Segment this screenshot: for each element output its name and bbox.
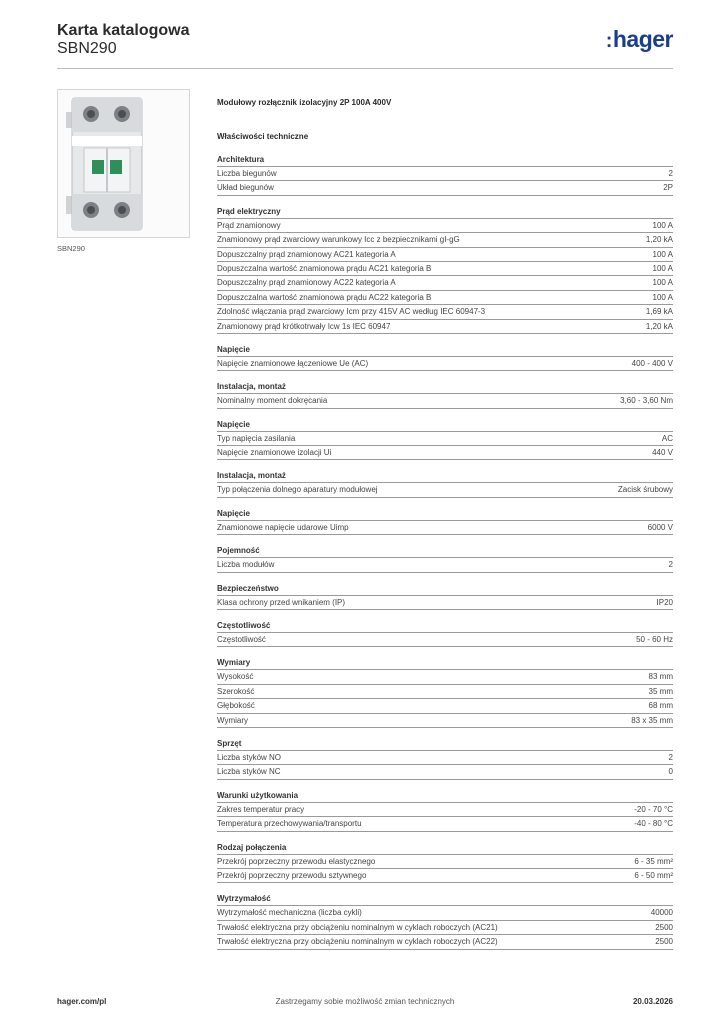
spec-row bbox=[217, 219, 673, 233]
spec-value: AC bbox=[661, 433, 673, 443]
spec-row bbox=[217, 394, 673, 408]
spec-row bbox=[217, 670, 673, 684]
spec-section bbox=[217, 470, 673, 497]
spec-section bbox=[217, 344, 673, 371]
spec-value: 1,20 kA bbox=[645, 321, 673, 331]
spec-value: IP20 bbox=[656, 597, 673, 607]
spec-label: Temperatura przechowywania/transportu bbox=[217, 819, 362, 829]
spec-row bbox=[217, 291, 673, 305]
spec-row bbox=[217, 167, 673, 181]
spec-value: Zacisk śrubowy bbox=[617, 485, 673, 495]
spec-section bbox=[217, 381, 673, 408]
spec-value: 68 mm bbox=[648, 701, 673, 711]
spec-value: 6000 V bbox=[647, 522, 673, 532]
spec-row bbox=[217, 357, 673, 371]
spec-label: Liczba styków NC bbox=[217, 767, 281, 777]
product-code: SBN290 bbox=[57, 40, 117, 57]
spec-label: Liczba styków NO bbox=[217, 752, 282, 762]
spec-label: Trwałość elektryczna przy obciążeniu nominalnym w cyklach roboczych (AC21) bbox=[217, 922, 498, 932]
spec-row bbox=[217, 906, 673, 920]
spec-row bbox=[217, 685, 673, 699]
section-title: Wytrzymałość bbox=[217, 893, 673, 906]
spec-row bbox=[217, 817, 673, 831]
spec-value: 2P bbox=[663, 183, 673, 193]
section-title: Pojemność bbox=[217, 545, 673, 558]
spec-label: Znamionowe napięcie udarowe Uimp bbox=[217, 522, 349, 532]
spec-value: 100 A bbox=[652, 292, 673, 302]
footer-date: 20.03.2026 bbox=[632, 997, 673, 1006]
spec-label: Napięcie znamionowe izolacji Ui bbox=[217, 448, 332, 458]
spec-label: Dopuszczalny prąd znamionowy AC22 kategoria A bbox=[217, 278, 396, 288]
spec-section bbox=[217, 206, 673, 334]
spec-value: 3,60 - 3,60 Nm bbox=[620, 396, 673, 406]
spec-row bbox=[217, 869, 673, 883]
section-title: Wymiary bbox=[217, 657, 673, 670]
spec-row bbox=[217, 699, 673, 713]
spec-label: Wymiary bbox=[217, 715, 249, 725]
section-title: Częstotliwość bbox=[217, 620, 673, 633]
spec-value: 0 bbox=[668, 767, 673, 777]
section-title: Prąd elektryczny bbox=[217, 206, 673, 219]
spec-row bbox=[217, 276, 673, 290]
spec-label: Znamionowy prąd zwarciowy warunkowy Icc z bezpiecznikami gI-gG bbox=[217, 235, 460, 245]
spec-section bbox=[217, 620, 673, 647]
spec-value: 40000 bbox=[650, 908, 673, 918]
spec-label: Typ napięcia zasilania bbox=[217, 433, 296, 443]
specification bbox=[217, 96, 673, 960]
spec-value: -40 - 80 °C bbox=[634, 819, 673, 829]
spec-row bbox=[217, 320, 673, 334]
hager-logo: :hager bbox=[605, 26, 673, 52]
product-image bbox=[57, 89, 190, 238]
spec-section bbox=[217, 154, 673, 196]
section-title: Napięcie bbox=[217, 419, 673, 432]
spec-label: Dopuszczalny prąd znamionowy AC21 kategoria A bbox=[217, 249, 396, 259]
section-title: Rodzaj połączenia bbox=[217, 842, 673, 855]
spec-value: 2 bbox=[668, 560, 673, 570]
spec-row bbox=[217, 262, 673, 276]
spec-label: Liczba modułów bbox=[217, 560, 275, 570]
spec-value: 400 - 400 V bbox=[631, 358, 673, 368]
spec-row bbox=[217, 935, 673, 949]
spec-row bbox=[217, 483, 673, 497]
spec-label: Głębokość bbox=[217, 701, 255, 711]
section-title: Warunki użytkowania bbox=[217, 790, 673, 803]
spec-label: Wysokość bbox=[217, 672, 254, 682]
spec-row bbox=[217, 714, 673, 728]
section-title: Instalacja, montaż bbox=[217, 470, 673, 483]
spec-label: Dopuszczalna wartość znamionowa prądu AC22 kategoria B bbox=[217, 292, 432, 302]
spec-section bbox=[217, 790, 673, 832]
properties-heading: Właściwości techniczne bbox=[217, 132, 309, 141]
image-caption: SBN290 bbox=[57, 244, 85, 253]
spec-row bbox=[217, 596, 673, 610]
spec-sections bbox=[217, 154, 673, 950]
section-title: Napięcie bbox=[217, 508, 673, 521]
spec-value: 1,20 kA bbox=[645, 235, 673, 245]
spec-section bbox=[217, 583, 673, 610]
spec-row bbox=[217, 751, 673, 765]
spec-label: Napięcie znamionowe łączeniowe Ue (AC) bbox=[217, 358, 369, 368]
spec-label: Przekrój poprzeczny przewodu sztywnego bbox=[217, 870, 367, 880]
spec-row bbox=[217, 765, 673, 779]
spec-row bbox=[217, 803, 673, 817]
spec-row bbox=[217, 921, 673, 935]
spec-value: 100 A bbox=[652, 263, 673, 273]
spec-value: 100 A bbox=[652, 278, 673, 288]
section-title: Napięcie bbox=[217, 344, 673, 357]
circuit-breaker-illustration bbox=[58, 90, 189, 237]
spec-value: 1,69 kA bbox=[645, 307, 673, 317]
spec-value: 35 mm bbox=[648, 686, 673, 696]
spec-value: -20 - 70 °C bbox=[634, 804, 673, 814]
spec-section bbox=[217, 419, 673, 461]
spec-row bbox=[217, 446, 673, 460]
spec-label: Zakres temperatur pracy bbox=[217, 804, 305, 814]
spec-value: 440 V bbox=[652, 448, 673, 458]
spec-label: Liczba biegunów bbox=[217, 169, 277, 178]
spec-label: Trwałość elektryczna przy obciążeniu nominalnym w cyklach roboczych (AC22) bbox=[217, 937, 498, 947]
spec-section bbox=[217, 842, 673, 884]
spec-value: 100 A bbox=[652, 220, 673, 230]
section-title: Bezpieczeństwo bbox=[217, 583, 673, 596]
footer-disclaimer: Zastrzegamy sobie możliwość zmian technicznych bbox=[275, 997, 455, 1006]
spec-section bbox=[217, 545, 673, 572]
spec-row bbox=[217, 558, 673, 572]
page-header bbox=[57, 20, 673, 69]
spec-row bbox=[217, 855, 673, 869]
spec-label: Przekrój poprzeczny przewodu elastycznego bbox=[217, 856, 376, 866]
section-title: Instalacja, montaż bbox=[217, 381, 673, 394]
spec-value: 2500 bbox=[655, 937, 673, 947]
spec-label: Znamionowy prąd krótkotrwały Icw 1s IEC 60947 bbox=[217, 321, 391, 331]
spec-row bbox=[217, 305, 673, 319]
product-name: Modułowy rozłącznik izolacyjny 2P 100A 400V bbox=[217, 98, 392, 107]
spec-row bbox=[217, 233, 673, 247]
spec-value: 2 bbox=[668, 169, 673, 178]
spec-row bbox=[217, 248, 673, 262]
spec-row bbox=[217, 633, 673, 647]
spec-label: Układ biegunów bbox=[217, 183, 274, 193]
spec-section bbox=[217, 893, 673, 949]
spec-label: Prąd znamionowy bbox=[217, 220, 281, 230]
spec-value: 50 - 60 Hz bbox=[636, 635, 673, 645]
logo-text: hager bbox=[612, 26, 673, 52]
spec-label: Nominalny moment dokręcania bbox=[217, 396, 328, 406]
spec-section bbox=[217, 738, 673, 780]
spec-label: Szerokość bbox=[217, 686, 255, 696]
spec-section bbox=[217, 657, 673, 728]
section-title: Sprzęt bbox=[217, 738, 673, 751]
spec-value: 6 - 50 mm² bbox=[634, 870, 673, 880]
spec-label: Częstotliwość bbox=[217, 635, 266, 645]
section-title: Architektura bbox=[217, 154, 673, 167]
spec-label: Zdolność włączania prąd zwarciowy Icm przy 415V AC według IEC 60947-3 bbox=[217, 307, 486, 317]
spec-label: Dopuszczalna wartość znamionowa prądu AC21 kategoria B bbox=[217, 263, 432, 273]
spec-value: 2 bbox=[668, 752, 673, 762]
spec-value: 6 - 35 mm² bbox=[634, 856, 673, 866]
spec-value: 83 mm bbox=[648, 672, 673, 682]
spec-label: Wytrzymałość mechaniczna (liczba cykli) bbox=[217, 908, 362, 918]
footer-website-link[interactable]: hager.com/pl bbox=[57, 997, 107, 1006]
document-title: Karta katalogowa bbox=[57, 22, 190, 39]
spec-value: 100 A bbox=[652, 249, 673, 259]
spec-section bbox=[217, 508, 673, 535]
spec-value: 83 x 35 mm bbox=[631, 715, 673, 725]
spec-row bbox=[217, 181, 673, 195]
spec-label: Klasa ochrony przed wnikaniem (IP) bbox=[217, 597, 346, 607]
spec-row bbox=[217, 432, 673, 446]
spec-row bbox=[217, 521, 673, 535]
spec-label: Typ połączenia dolnego aparatury modułowej bbox=[217, 485, 378, 495]
spec-value: 2500 bbox=[655, 922, 673, 932]
